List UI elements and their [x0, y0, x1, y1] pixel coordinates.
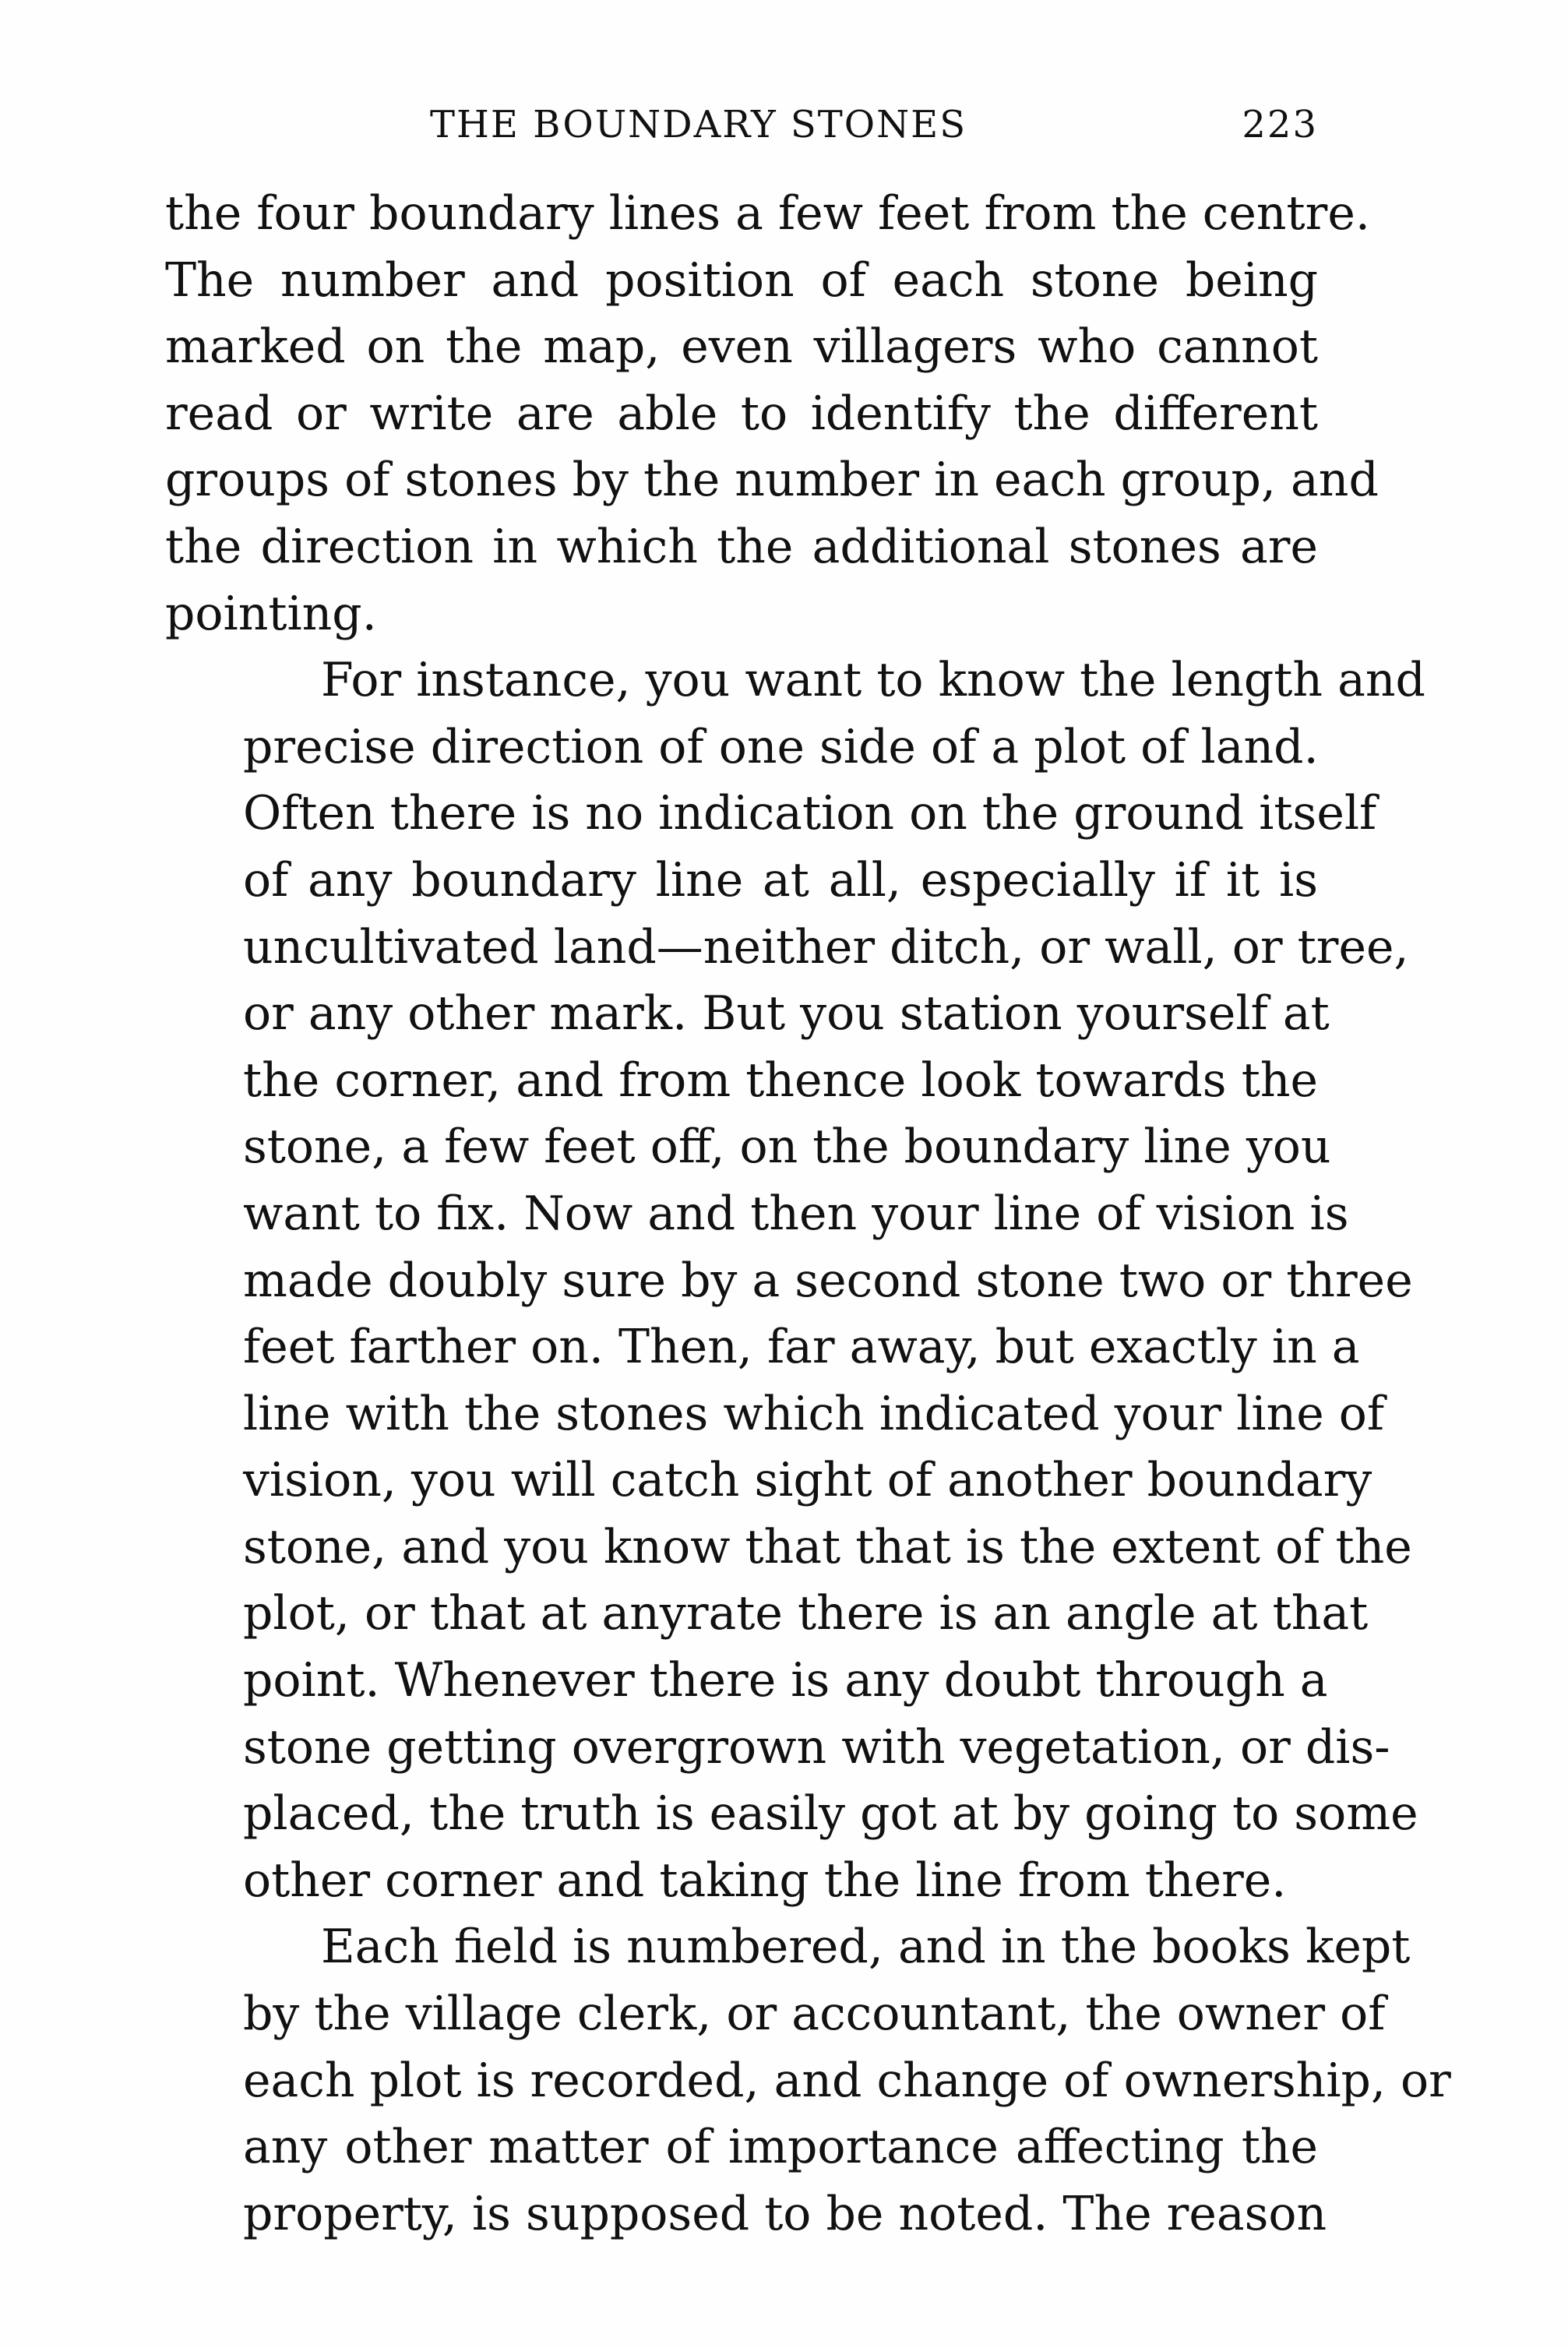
text-line: the four boundary lines a few feet from the centre.: [165, 186, 1370, 241]
text-line: of any boundary line at all, especially if it is: [243, 852, 1318, 908]
text-line: For instance, you want to know the length and: [321, 653, 1425, 708]
text-line: vision, you will catch sight of another boundary: [243, 1453, 1372, 1508]
paragraph: [165, 647, 1425, 1914]
text-line: placed, the truth is easily got at by going to some: [243, 1786, 1418, 1842]
text-line: The number and position of each stone being: [165, 252, 1318, 308]
running-head: [165, 103, 1318, 157]
text-line: pointing.: [165, 586, 377, 641]
text-line: made doubly sure by a second stone two or three: [243, 1253, 1413, 1308]
text-line: stone getting overgrown with vegetation, or dis-: [243, 1719, 1390, 1775]
text-line: any other matter of importance affecting the: [243, 2120, 1318, 2175]
text-line: uncultivated land—neither ditch, or wall, or tree,: [243, 919, 1409, 975]
body-text: [165, 181, 1451, 2248]
text-line: by the village clerk, or accountant, the owner of: [243, 1987, 1386, 2042]
text-line: feet farther on. Then, far away, but exactly in a: [243, 1320, 1360, 1375]
text-line: want to fix. Now and then your line of vision is: [243, 1186, 1349, 1241]
text-line: line with the stones which indicated your line of: [243, 1386, 1385, 1441]
text-line: stone, and you know that that is the extent of the: [243, 1519, 1412, 1574]
page-number: 223: [1242, 103, 1318, 146]
text-line: the corner, and from thence look towards the: [243, 1052, 1318, 1108]
text-line: other corner and taking the line from there.: [243, 1853, 1287, 1908]
paragraph: [165, 1914, 1451, 2248]
text-line: marked on the map, even villagers who cannot: [165, 319, 1318, 375]
text-line: precise direction of one side of a plot of land.: [243, 719, 1319, 774]
running-title: THE BOUNDARY STONES: [430, 103, 967, 146]
text-line: property, is supposed to be noted. The reason: [243, 2186, 1327, 2241]
text-line: Each field is numbered, and in the books kept: [321, 1920, 1411, 1975]
text-line: each plot is recorded, and change of ownership, or: [243, 2053, 1451, 2108]
text-line: the direction in which the additional stones are: [165, 519, 1318, 574]
text-line: plot, or that at anyrate there is an angle at that: [243, 1586, 1369, 1641]
text-line: or any other mark. But you station yourself at: [243, 986, 1330, 1042]
text-line: stone, a few feet off, on the boundary line you: [243, 1119, 1331, 1175]
text-line: groups of stones by the number in each group, and: [165, 453, 1379, 508]
text-line: point. Whenever there is any doubt through a: [243, 1653, 1328, 1708]
text-line: read or write are able to identify the different: [165, 386, 1318, 441]
paragraph: [165, 181, 1379, 647]
text-line: Often there is no indication on the ground itself: [243, 786, 1377, 841]
